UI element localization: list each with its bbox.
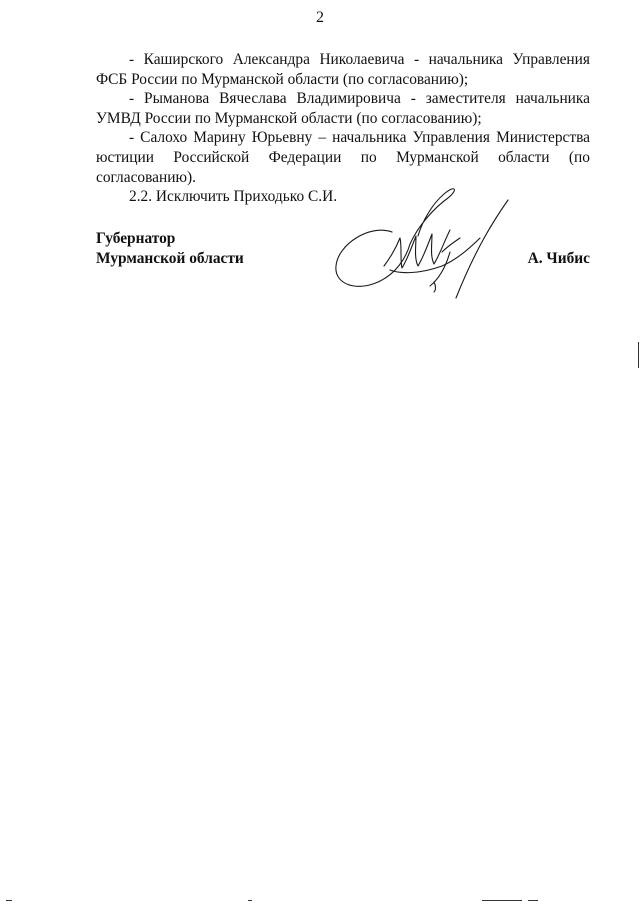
scan-mark-center [248,900,252,901]
signer-title-line-1: Губернатор [96,230,176,247]
paragraph-4: 2.2. Исключить Приходько С.И. [129,188,338,206]
signer-title-line-2: Мурманской области [96,249,244,267]
scan-mark-right-2 [528,900,538,901]
paragraph-3: - Салохо Марину Юрьевну – начальника Управления Министерства юстиции Российской Федерации по Мурманской области (по согласованию). [96,129,590,186]
page-number: 2 [316,9,324,26]
handwritten-signature [330,186,510,306]
signer-name: А. Чибис [527,249,590,267]
scan-mark-left [6,900,12,901]
signer-title [96,229,244,268]
scan-mark-side [638,342,639,368]
paragraph-2: - Рыманова Вячеслава Владимировича - заместителя начальника УМВД России по Мурманской области (по согласованию); [96,90,590,127]
paragraph-1: - Каширского Александра Николаевича - начальника Управления ФСБ России по Мурманской области (по согласованию); [96,51,590,88]
document-body [96,50,590,207]
scan-mark-right [482,900,522,901]
